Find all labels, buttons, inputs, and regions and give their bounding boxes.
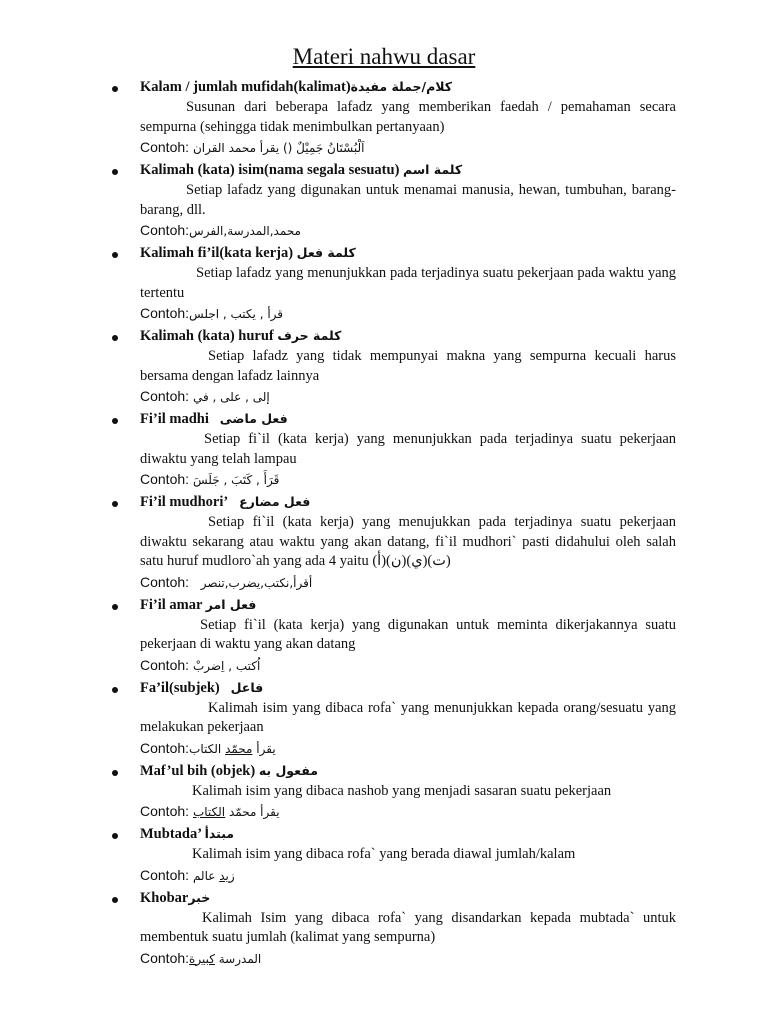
- item-example: Contoh: يقرأ محمّد الكتاب: [140, 803, 280, 819]
- arabic-example: يقرأ محمّد الكتاب: [189, 741, 276, 756]
- item-definition: Setiap lafadz yang digunakan untuk menamai manusia, hewan, tumbuhan, barang-barang, dll.: [140, 182, 676, 218]
- arabic-example: قَرَأَ , كَتَبَ , جَلَسَ: [192, 473, 280, 487]
- item-definition: Kalimah isim yang dibaca nashob yang menjadi sasaran suatu pekerjaan: [192, 782, 612, 799]
- list-item-fail: [112, 677, 676, 760]
- item-heading: Mubtada’ مبتدأ: [140, 826, 235, 842]
- item-definition: Kalimah isim yang dibaca rofa` yang berada diawal jumlah/kalam: [192, 846, 576, 862]
- item-definition: Setiap fi`il (kata kerja) yang menunjukkan pada terjadinya suatu pekerjaan diwaktu yang telah lampau: [140, 431, 676, 467]
- arabic-term: مفعول به: [258, 762, 318, 778]
- item-heading: Khobarخبر: [140, 889, 211, 906]
- list-item-khobar: [112, 887, 676, 970]
- item-heading: Fi’il madhi فعل ماضى: [140, 411, 288, 427]
- bullet-icon: [112, 335, 118, 341]
- item-example: Contoh: المدرسة كبيرة: [140, 949, 262, 966]
- arabic-example: اُكتب , اِضربْ: [192, 658, 261, 673]
- page-title: Materi nahwu dasar: [292, 44, 476, 69]
- arabic-term: فعل مضارع: [239, 494, 311, 509]
- item-definition: Setiap fi`il (kata kerja) yang menujukkan pada terjadinya suatu pekerjaan diwaktu sekarang atau waktu yang akan datang, fi`il mudhori` pasti didahului oleh salah satu huruf mudloro`ah yang ada 4 yaitu (أ)(ن)(ي)(ت): [140, 514, 676, 569]
- arabic-example: يقرأ محمّد الكتاب: [192, 805, 280, 819]
- bullet-icon: [112, 418, 118, 424]
- item-heading: Maf’ul bih (objek) مفعول به: [140, 762, 318, 779]
- bullet-icon: [112, 770, 118, 776]
- bullet-icon: [112, 833, 118, 839]
- bullet-icon: [112, 501, 118, 507]
- arabic-example: محمد,المدرسة,الفرس: [189, 224, 301, 238]
- item-definition: Setiap lafadz yang tidak mempunyai makna yang sempurna kecuali harus bersama dengan lafadz lainnya: [140, 348, 676, 384]
- item-heading: Kalimah (kata) isim(nama segala sesuatu) كلمة اسم: [140, 162, 463, 178]
- arabic-term: كلمة فعل: [296, 245, 356, 260]
- item-example: Contoh: إلى , على , في: [140, 388, 270, 404]
- item-definition: Setiap lafadz yang menunjukkan pada terjadinya suatu pekerjaan pada waktu yang tertentu: [140, 265, 676, 301]
- bullet-icon: [112, 604, 118, 610]
- bullet-icon: [112, 897, 118, 903]
- list-item-kalimah-huruf: [112, 325, 676, 408]
- item-example: Contoh: اُكتب , اِضربْ: [140, 656, 261, 673]
- item-example: Contoh: أقرأ,نكتب,يضرب,تنصر: [140, 573, 313, 590]
- item-heading: Fa’il(subjek) فاعل: [140, 679, 264, 696]
- bullet-icon: [112, 687, 118, 693]
- arabic-term: كلام/جملة مفيدة: [350, 79, 453, 94]
- arabic-term: كلمة اسم: [403, 162, 463, 177]
- arabic-example: قرأ , يكتب , اجلس: [189, 307, 284, 321]
- item-definition: Kalimah Isim yang dibaca rofa` yang disandarkan kepada mubtada` untuk membentuk suatu jumlah (kalimat yang sempurna): [140, 909, 676, 945]
- list-item-maful-bih: [112, 760, 676, 824]
- item-example: Contoh: زيد عالم: [140, 866, 235, 883]
- arabic-term: خبر: [188, 889, 211, 905]
- arabic-example: المدرسة كبيرة: [189, 951, 262, 966]
- list-item-mubtada: [112, 823, 676, 887]
- list-item-kalam: [112, 76, 676, 159]
- arabic-example: إلى , على , في: [192, 390, 270, 404]
- topic-list: [112, 76, 676, 970]
- arabic-example: اَلْبُسْتَانُ جَمِيْلٌ () يقرأ محمد القران: [192, 141, 365, 155]
- item-example: Contoh:قرأ , يكتب , اجلس: [140, 305, 284, 321]
- item-example: Contoh:محمد,المدرسة,الفرس: [140, 222, 301, 238]
- list-item-kalimah-isim: [112, 159, 676, 242]
- bullet-icon: [112, 252, 118, 258]
- item-example: Contoh: اَلْبُسْتَانُ جَمِيْلٌ () يقرأ محمد القران: [140, 139, 365, 155]
- arabic-term: مبتدأ: [204, 826, 235, 841]
- item-heading: Fi’il mudhori’ فعل مضارع: [140, 494, 311, 510]
- bullet-icon: [112, 86, 118, 92]
- list-item-fiil-mudhori: [112, 491, 676, 594]
- item-heading: Fi’il amar فعل امر: [140, 596, 257, 613]
- arabic-term: فعل ماضى: [219, 411, 288, 426]
- arabic-example: زيد عالم: [192, 868, 235, 883]
- list-item-fiil-madhi: [112, 408, 676, 491]
- item-heading: Kalimah fi’il(kata kerja) كلمة فعل: [140, 245, 356, 261]
- list-item-kalimah-fiil: [112, 242, 676, 325]
- arabic-term: فاعل: [230, 679, 264, 695]
- arabic-term: فعل امر: [205, 596, 257, 612]
- item-definition: Setiap fi`il (kata kerja) yang digunakan untuk meminta dikerjakannya suatu pekerjaan di waktu yang akan datang: [140, 616, 676, 652]
- item-heading: Kalimah (kata) huruf كلمة حرف: [140, 328, 342, 344]
- item-example: Contoh: قَرَأَ , كَتَبَ , جَلَسَ: [140, 471, 280, 487]
- item-example: Contoh: يقرأ محمّد الكتاب: [140, 739, 276, 756]
- arabic-example: أقرأ,نكتب,يضرب,تنصر: [200, 575, 313, 590]
- item-heading: Kalam / jumlah mufidah(kalimat)كلام/جملة مفيدة: [140, 79, 453, 95]
- item-definition: Kalimah isim yang dibaca rofa` yang menunjukkan kepada orang/sesuatu yang melakukan pekerjaan: [140, 699, 676, 735]
- list-item-fiil-amar: [112, 594, 676, 677]
- arabic-term: كلمة حرف: [277, 328, 342, 343]
- bullet-icon: [112, 169, 118, 175]
- item-definition: Susunan dari beberapa lafadz yang memberikan faedah / pemahaman secara sempurna (sehingga tidak menimbulkan pertanyaan): [140, 99, 676, 135]
